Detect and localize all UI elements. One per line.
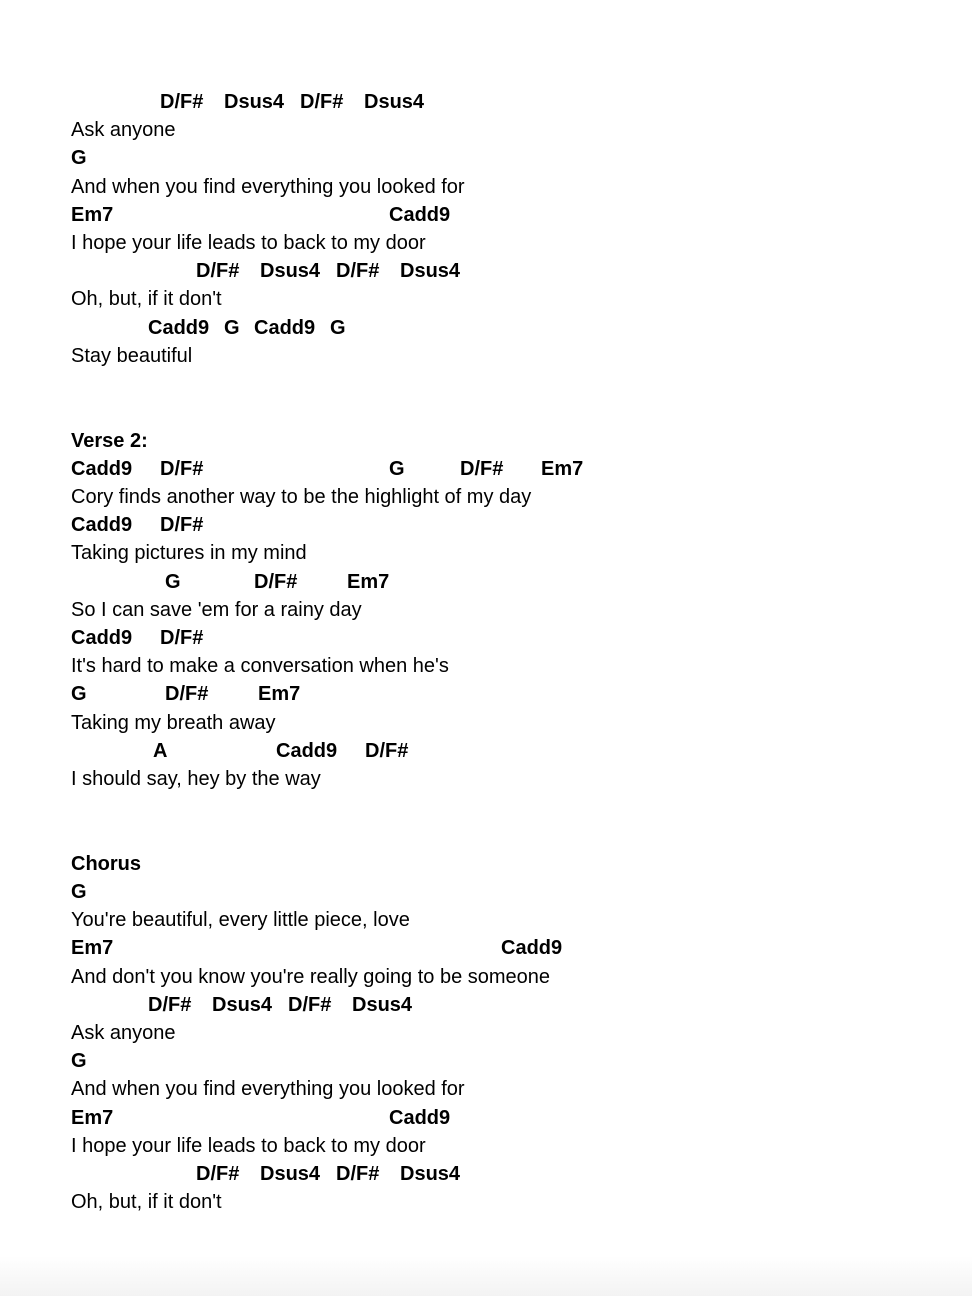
lyric-line: Oh, but, if it don't xyxy=(71,1191,222,1213)
lyric-line: And when you find everything you looked for xyxy=(71,1078,465,1100)
chord-label: D/F# xyxy=(160,91,204,113)
chord-label: G xyxy=(224,317,240,339)
chord-label: D/F# xyxy=(196,260,240,282)
chord-label: Cadd9 xyxy=(389,1107,451,1129)
chord-label: Dsus4 xyxy=(364,91,425,113)
chord-label: D/F# xyxy=(160,458,204,480)
lyric-line: So I can save 'em for a rainy day xyxy=(71,599,362,621)
chord-label: Dsus4 xyxy=(400,1163,461,1185)
lyric-line: Ask anyone xyxy=(71,1022,176,1044)
chord-label: D/F# xyxy=(365,740,409,762)
chord-label: Em7 xyxy=(541,458,584,480)
chord-label: Cadd9 xyxy=(71,627,133,649)
chord-label: G xyxy=(71,1050,87,1072)
chord-label: G xyxy=(71,683,87,705)
lyric-line: Taking my breath away xyxy=(71,712,276,734)
chord-label: D/F# xyxy=(254,571,298,593)
lyric-line: I hope your life leads to back to my door xyxy=(71,1135,426,1157)
chord-label: D/F# xyxy=(196,1163,240,1185)
lyric-line: And don't you know you're really going to be someone xyxy=(71,966,551,988)
chord-label: D/F# xyxy=(165,683,209,705)
chord-label: G xyxy=(389,458,405,480)
lyric-line: Stay beautiful xyxy=(71,345,193,367)
chord-label: Cadd9 xyxy=(389,204,451,226)
chord-label: Em7 xyxy=(258,683,301,705)
chord-label: Em7 xyxy=(347,571,390,593)
lyric-line: You're beautiful, every little piece, love xyxy=(71,909,410,931)
chord-label: D/F# xyxy=(160,627,204,649)
chord-label: D/F# xyxy=(288,994,332,1016)
chord-label: A xyxy=(153,740,168,762)
chord-label: D/F# xyxy=(160,514,204,536)
lyric-line: It's hard to make a conversation when he's xyxy=(71,655,449,677)
lyric-line: Oh, but, if it don't xyxy=(71,288,222,310)
lyric-line: And when you find everything you looked for xyxy=(71,176,465,198)
chord-label: Dsus4 xyxy=(352,994,413,1016)
chord-label: G xyxy=(71,881,87,903)
chord-label: Em7 xyxy=(71,1107,114,1129)
chord-label: Dsus4 xyxy=(260,260,321,282)
chord-label: D/F# xyxy=(460,458,504,480)
lyric-line: I should say, hey by the way xyxy=(71,768,321,790)
chord-label: D/F# xyxy=(148,994,192,1016)
chord-label: D/F# xyxy=(336,1163,380,1185)
lyric-line: Ask anyone xyxy=(71,119,176,141)
chord-label: Em7 xyxy=(71,204,114,226)
chord-label: Cadd9 xyxy=(276,740,338,762)
section-heading: Chorus xyxy=(71,853,141,875)
chord-label: Cadd9 xyxy=(501,937,563,959)
chord-label: Cadd9 xyxy=(254,317,316,339)
chord-label: Dsus4 xyxy=(224,91,285,113)
chord-label: G xyxy=(71,147,87,169)
chord-label: D/F# xyxy=(336,260,380,282)
lyric-line: Cory finds another way to be the highlight of my day xyxy=(71,486,532,508)
chord-label: Em7 xyxy=(71,937,114,959)
chord-label: Dsus4 xyxy=(212,994,273,1016)
chord-label: Dsus4 xyxy=(260,1163,321,1185)
chord-label: G xyxy=(330,317,346,339)
chord-label: Cadd9 xyxy=(71,458,133,480)
chord-label: Cadd9 xyxy=(148,317,210,339)
chord-label: D/F# xyxy=(300,91,344,113)
lyric-line: I hope your life leads to back to my door xyxy=(71,232,426,254)
page-bottom-shade xyxy=(0,1256,972,1296)
chord-label: Dsus4 xyxy=(400,260,461,282)
chord-label: G xyxy=(165,571,181,593)
lyric-line: Taking pictures in my mind xyxy=(71,542,307,564)
section-heading: Verse 2: xyxy=(71,430,148,452)
chord-label: Cadd9 xyxy=(71,514,133,536)
